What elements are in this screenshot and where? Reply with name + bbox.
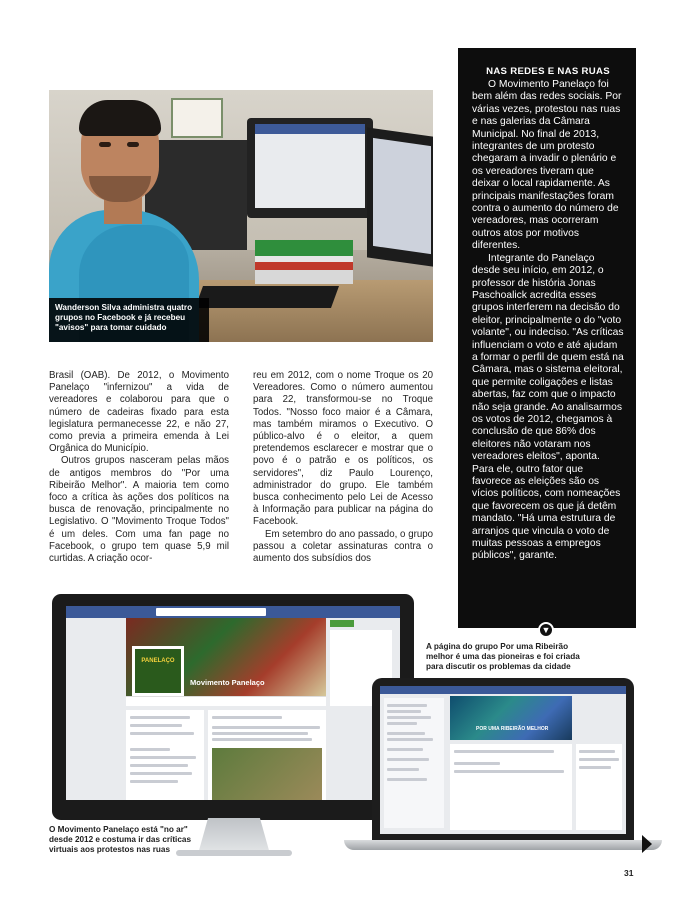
facebook-profile-picture <box>132 646 184 696</box>
sidebar-paragraph: Integrante do Panelaço desde seu início, em 2012, o professor de história Jonas Paschoalick acredita esses grupos interferem na decisão do eleitor, principalmente o do "voto volante", ou indeciso. "As críticas influenciam o voto e até ajudam a formar o perfil de quem está na Câmara, mas o sistema eleitoral, que permite coligações e listas abertas, faz com que o impacto não seja grande. Ao analisarmos os votos de 2012, chegamos à conclusão de que 86% dos eleitores não votaram nos vereadores eleitos", aponta. Para ele, outro fator que favorece as eleições são os vícios políticos, com nomeações que favorecem os que já detêm mandato. "Há uma estrutura de arranjos que vincula o voto de muitas pessoas a empregos públicos", garante. <box>472 252 624 562</box>
article-column-2 <box>253 370 433 565</box>
person-eye <box>127 142 139 147</box>
article-paragraph: Outros grupos nasceram pelas mãos de antigos membros do "Por uma Ribeirão Melhor". A maioria tem como foco a crítica às ações dos políticos na busca de renovação, principalmente no Legislativo. O "Movimento Troque Todos" é um deles. Com uma fan page no Facebook, o grupo tem quase 5,9 mil curtidas. A criação ocor- <box>49 455 229 565</box>
photo-wanderson-silva <box>49 90 433 342</box>
laptop-screen-facebook <box>380 686 626 834</box>
facebook-like-button <box>330 620 354 627</box>
facebook-left-column <box>126 710 204 802</box>
facebook-main-column <box>450 744 572 830</box>
facebook-right-column <box>576 744 622 830</box>
article-column-1 <box>49 370 229 565</box>
facebook-post-image <box>212 748 322 802</box>
imac-caption: O Movimento Panelaço está "no ar" desde 2012 e costuma ir das críticas virtuais aos protestos nas ruas <box>49 825 191 854</box>
page-number: 31 <box>624 868 634 878</box>
imac-screen-facebook <box>66 606 400 802</box>
person-hair <box>79 100 161 136</box>
article-paragraph: Em setembro do ano passado, o grupo passou a coletar assinaturas contra o aumento dos subsídios dos <box>253 528 433 565</box>
imac-chin <box>52 800 414 818</box>
photo-caption-box <box>49 298 209 342</box>
book-stack <box>255 240 353 284</box>
facebook-page-name: Movimento Panelaço <box>190 678 265 687</box>
laptop-base <box>344 840 662 850</box>
keyboard <box>195 286 339 308</box>
facebook-nav-column <box>384 698 444 828</box>
monitor-left-screen <box>255 124 365 208</box>
profile-logo-text: PANELAÇO <box>141 658 175 664</box>
sidebar-box <box>458 48 636 628</box>
article-paragraph: reu em 2012, com o nome Troque os 20 Vereadores. Como o número aumentou para 22, transformou-se no Troque Todos. "Nosso foco maior é a Câmara, mas também miramos o Executivo. O público-alvo é o eleitor, a quem pretendemos esclarecer e mostrar que o povo é o patrão e os políticos, os servidores", diz Paulo Lourenço, administrador do grupo. Ele também busca conhecimento pelo Lei de Acesso à Informação para publicar na página do Facebook. <box>253 370 433 528</box>
facebook-top-bar <box>380 686 626 694</box>
facebook-search-field <box>156 608 266 616</box>
article-paragraph: Brasil (OAB). De 2012, o Movimento Panelaço "infernizou" a vida de vereadores e colaborou para que o número de cadeiras fixado para esta legislatura permanecesse 22, e não 27, como previa a primeira emenda à Lei Orgânica do Município. <box>49 370 229 455</box>
sidebar-paragraph: O Movimento Panelaço foi bem além das redes sociais. Por várias vezes, protestou nas ruas e nas galerias da Câmara Municipal. No final de 2013, integrantes de um protesto chegaram a invadir o plenário e os vereadores tiveram que deixar o local rapidamente. As principais manifestações foram contra o aumento do número de vereadores, mas ocorreram outros atos por motivos diferentes. <box>472 79 622 252</box>
sidebar-title: NAS REDES E NAS RUAS <box>486 66 610 77</box>
facebook-cover-photo <box>450 696 572 740</box>
sidebar-text <box>472 79 624 563</box>
photo-caption: Wanderson Silva administra quatro grupos no Facebook e já recebeu "avisos" para tomar cuidado <box>55 303 193 332</box>
laptop-caption: A página do grupo Por uma Ribeirão melhor é uma das pioneiras e foi criada para discutir os problemas da cidade <box>426 642 580 671</box>
next-page-arrow-icon <box>642 835 652 853</box>
cover-text: POR UMA RIBEIRÃO MELHOR <box>476 726 549 732</box>
desk-calendar <box>171 98 223 138</box>
person-eye <box>99 142 111 147</box>
chevron-down-icon: ▼ <box>538 622 554 638</box>
monitor-right-screen <box>373 138 431 254</box>
facebook-tabs <box>126 696 326 706</box>
